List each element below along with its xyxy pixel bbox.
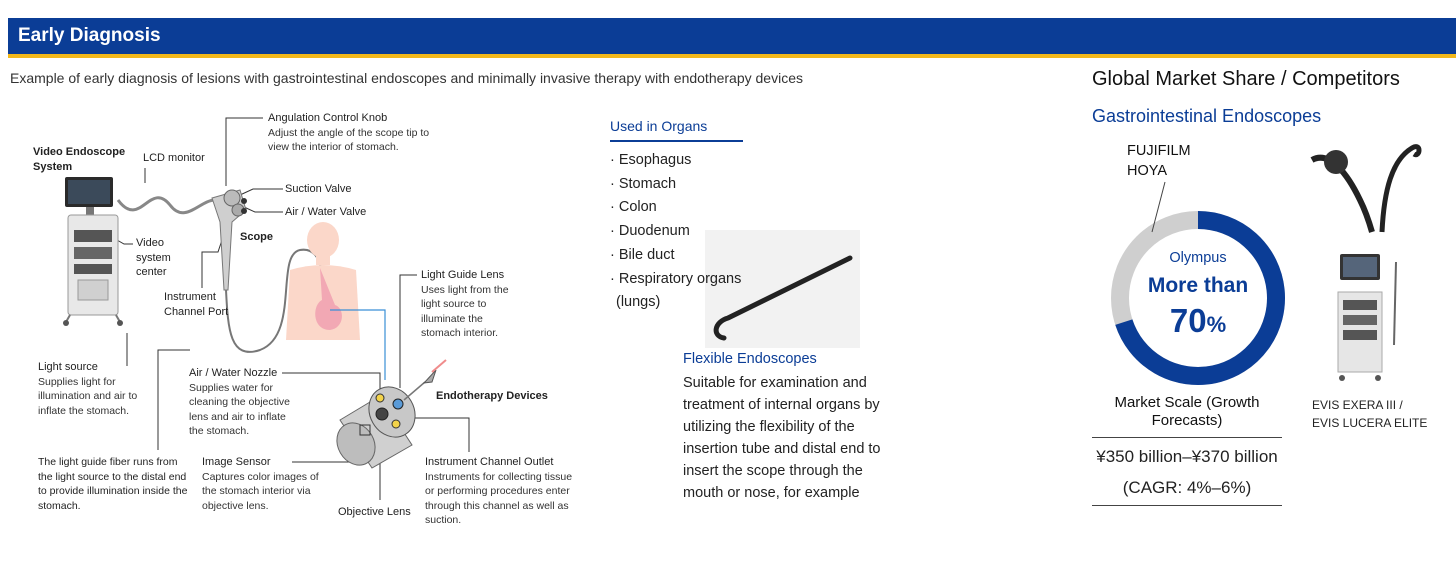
nozzle-desc: Supplies water for cleaning the objective lens and air to inflate the stomach. <box>189 381 290 437</box>
market-scale-divider-top <box>1092 437 1282 438</box>
organ-item: · Duodenum <box>610 223 690 240</box>
distal-tip-icon <box>329 378 424 472</box>
product-line2: EVIS LUCERA ELITE <box>1312 416 1428 430</box>
lcd-monitor-label: LCD monitor <box>143 152 205 164</box>
lcd-monitor-icon <box>65 177 113 215</box>
light-source-title: Light source <box>38 361 98 373</box>
suction-valve-label: Suction Valve <box>285 183 352 195</box>
instrument-outlet-title: Instrument Channel Outlet <box>425 456 554 468</box>
body-silhouette-icon <box>286 222 360 340</box>
scope-label: Scope <box>240 231 274 243</box>
instrument-outlet-desc: Instruments for collecting tissue or performing procedures enter through this channel as well as suction. <box>425 470 573 526</box>
market-scale-value: ¥350 billion–¥370 billion <box>1096 447 1278 466</box>
image-sensor-title: Image Sensor <box>202 456 271 468</box>
flexible-endoscopes-title: Flexible Endoscopes <box>683 351 817 367</box>
market-share-title: Global Market Share / Competitors <box>1092 68 1400 90</box>
video-center-label: Video system center <box>136 237 171 278</box>
video-system-icon <box>63 215 123 326</box>
market-scale-title: Market Scale (Growth Forecasts) <box>1114 394 1260 429</box>
organ-item: · Colon <box>610 199 657 216</box>
angulation-knob-desc: Adjust the angle of the scope tip to view the interior of stomach. <box>268 126 430 153</box>
share-number: 70 <box>1169 302 1207 339</box>
market-cagr: (CAGR: 4%–6%) <box>1122 478 1252 497</box>
image-sensor-label <box>202 455 322 513</box>
flexible-endoscopes-desc: Suitable for examination and treatment of internal organs by utilizing the flexibility of the insertion tube and distal end to insert the scope through the mouth or nose, for example <box>683 375 881 501</box>
organs-title: Used in Organs <box>610 118 708 134</box>
share-prefix: More than <box>1147 274 1249 297</box>
organ-item: · Respiratory organs <box>610 270 742 287</box>
fiber-desc-label: The light guide fiber runs from the light source to the distal end to provide illumination inside the stomach. <box>38 456 188 512</box>
video-system-label: Video Endoscope System <box>33 146 126 173</box>
instrument-outlet-label <box>425 455 575 528</box>
endoscope-product-icon <box>1312 147 1419 232</box>
organ-item: · Bile duct <box>610 246 675 263</box>
product-line1: EVIS EXERA III / <box>1312 398 1403 412</box>
competitor-name: HOYA <box>1127 163 1168 179</box>
section-title: Early Diagnosis <box>18 25 161 46</box>
share-value <box>1120 302 1276 340</box>
organ-item: · Stomach <box>610 175 677 192</box>
light-source-desc: Supplies light for illumination and air to inflate the stomach. <box>38 375 138 417</box>
light-guide-label <box>421 268 521 341</box>
angulation-knob-label <box>268 111 448 155</box>
intro-text: Example of early diagnosis of lesions with gastrointestinal endoscopes and minimally invasive therapy with endotherapy devices <box>10 70 803 86</box>
endotherapy-label: Endotherapy Devices <box>436 390 548 402</box>
organ-list <box>610 149 741 315</box>
competitor-list <box>1127 141 1191 181</box>
market-share-donut-chart <box>1120 220 1276 376</box>
image-sensor-desc: Captures color images of the stomach interior via objective lens. <box>202 470 319 512</box>
leader-name: Olympus <box>1169 250 1227 266</box>
share-unit: % <box>1206 312 1227 337</box>
organ-item: · Esophagus <box>610 152 692 168</box>
angulation-knob-title: Angulation Control Knob <box>268 112 388 124</box>
light-guide-desc: Uses light from the light source to illuminate the stomach interior. <box>421 283 509 339</box>
objective-lens-label: Objective Lens <box>338 506 411 518</box>
light-guide-title: Light Guide Lens <box>421 269 505 281</box>
exera-system-icon <box>1338 254 1396 381</box>
nozzle-label <box>189 366 301 439</box>
nozzle-title: Air / Water Nozzle <box>189 367 278 379</box>
market-share-subtitle: Gastrointestinal Endoscopes <box>1092 106 1322 126</box>
instrument-port-label: Instrument Channel Port <box>164 291 229 318</box>
light-source-label <box>38 360 150 418</box>
competitor-name: FUJIFILM <box>1127 143 1191 159</box>
product-name <box>1312 396 1427 432</box>
organ-item: (lungs) <box>616 294 661 311</box>
air-water-valve-label: Air / Water Valve <box>285 206 367 218</box>
organs-divider <box>610 140 743 142</box>
market-scale-divider-bottom <box>1092 505 1282 506</box>
